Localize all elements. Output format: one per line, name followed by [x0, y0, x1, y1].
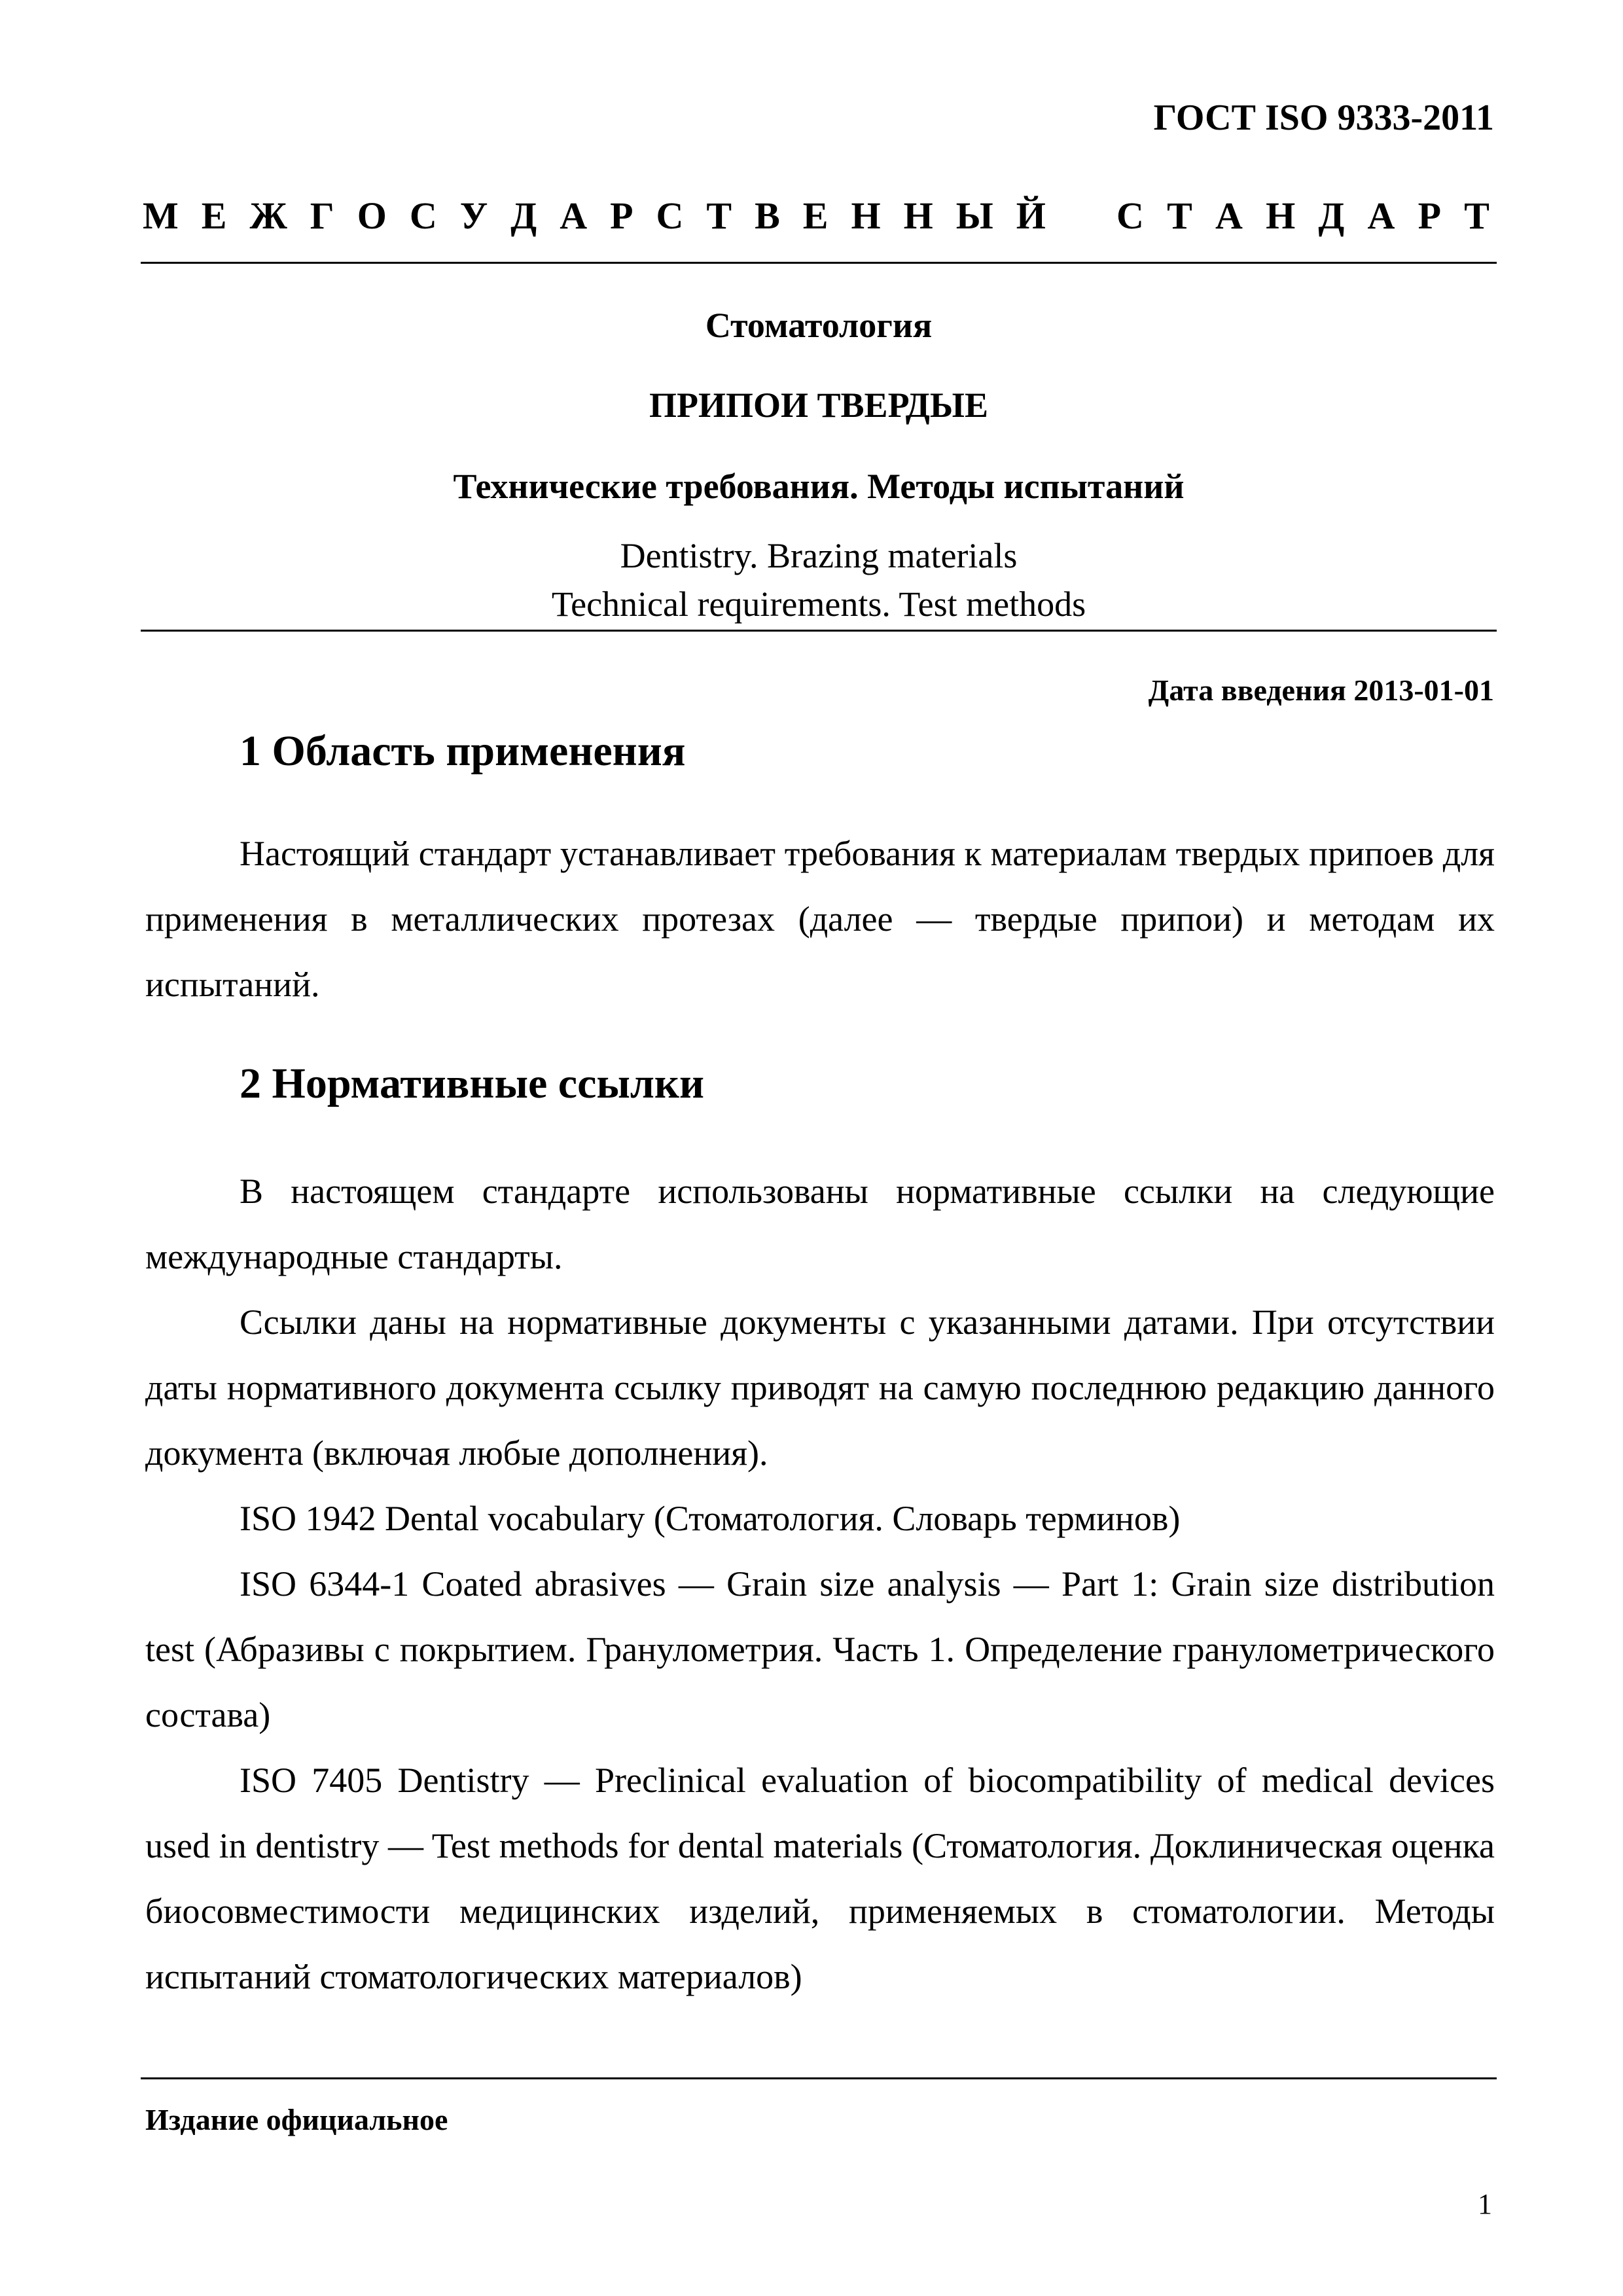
reference-item-iso1942: ISO 1942 Dental vocabulary (Стоматология. Словарь терминов): [240, 1499, 1181, 1538]
section-heading-scope: 1 Область применения: [240, 727, 686, 775]
references-paragraph-1: В настоящем стандарте использованы нормативные ссылки на следующие международные стандарты.: [145, 1172, 1495, 1276]
banner-letter: Н: [1266, 194, 1296, 237]
banner-letter: Й: [1016, 194, 1046, 237]
banner-letter: Н: [851, 194, 881, 237]
title-subtitle: Технические требования. Методы испытаний: [453, 467, 1185, 506]
scope-paragraph: Настоящий стандарт устанавливает требования к материалам твердых припоев для применения в металлических протезах (далее — твердые припои) и методам их испытаний.: [145, 834, 1495, 1004]
banner-letter: Т: [1167, 194, 1192, 237]
banner-letter: Т: [706, 194, 732, 237]
banner-letter: А: [560, 194, 588, 237]
banner-letter: Р: [1418, 194, 1442, 237]
banner-letter: У: [459, 194, 488, 237]
banner-letter: Ж: [249, 194, 287, 237]
title-rule: [141, 630, 1497, 632]
reference-item-iso6344: ISO 6344-1 Coated abrasives — Grain size analysis — Part 1: Grain size distribution test (Абразивы с покрытием. Гранулометрия. Часть 1. Определение гранулометрического состава): [145, 1564, 1495, 1734]
banner-letter: Е: [802, 194, 829, 237]
banner-letter: М: [143, 194, 179, 237]
banner-letter: С: [1116, 194, 1144, 237]
official-edition-label: Издание официальное: [145, 2103, 448, 2136]
gost-number: ГОСТ ISO 9333-2011: [1153, 98, 1494, 138]
banner-letter: Д: [1318, 194, 1345, 237]
references-paragraph-2: Ссылки даны на нормативные документы с указанными датами. При отсутствии даты нормативного документа ссылку приводят на самую последнюю редакцию данного документа (включая любые дополнения).: [145, 1302, 1495, 1473]
title-english-line1: Dentistry. Brazing materials: [620, 536, 1018, 575]
section-heading-references: 2 Нормативные ссылки: [240, 1060, 704, 1107]
banner-letter: О: [357, 194, 387, 237]
interstate-standard-banner: [143, 194, 1489, 238]
banner-letter: В: [755, 194, 780, 237]
banner-letter: А: [1215, 194, 1243, 237]
title-english-line2: Technical requirements. Test methods: [551, 584, 1086, 624]
interstate-word: [143, 194, 1046, 238]
banner-letter: А: [1367, 194, 1395, 237]
banner-letter: Т: [1464, 194, 1489, 237]
banner-letter: Д: [510, 194, 537, 237]
footer-rule: [141, 2077, 1497, 2079]
title-field: Стоматология: [705, 306, 933, 345]
banner-letter: С: [656, 194, 684, 237]
header-rule: [141, 262, 1497, 264]
banner-letter: Е: [201, 194, 227, 237]
title-name: ПРИПОИ ТВЕРДЫЕ: [649, 386, 988, 425]
banner-letter: Р: [610, 194, 633, 237]
page-number: 1: [1478, 2188, 1492, 2220]
banner-letter: Г: [310, 194, 334, 237]
reference-item-iso7405: ISO 7405 Dentistry — Preclinical evaluation of biocompatibility of medical devices used in dentistry — Test methods for dental materials (Стоматология. Доклиническая оценка биосовместимости медицинских изделий, применяемых в стоматологии. Методы испытаний стоматологических материалов): [145, 1761, 1495, 1996]
banner-letter: С: [409, 194, 437, 237]
banner-letter: Н: [903, 194, 933, 237]
introduction-date: Дата введения 2013-01-01: [1148, 673, 1494, 707]
standard-word: [1116, 194, 1489, 238]
banner-letter: Ы: [955, 194, 993, 237]
